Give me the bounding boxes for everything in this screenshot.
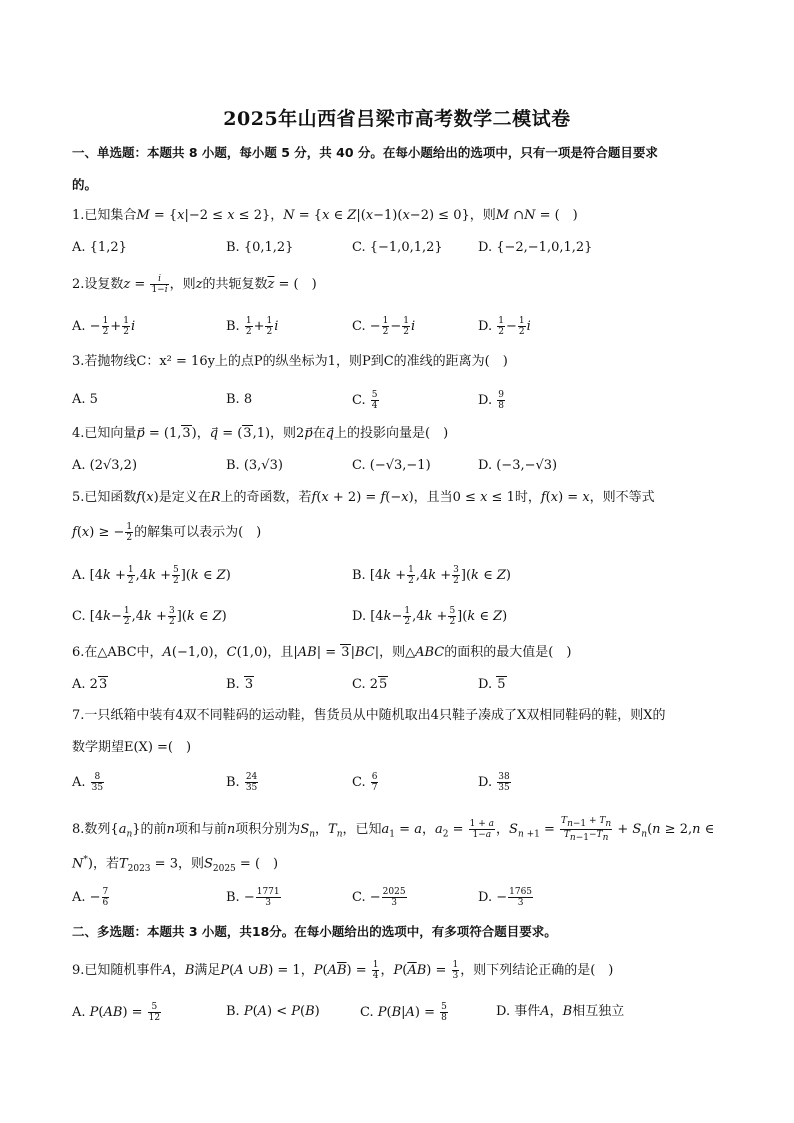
q3-option-a[interactable]: A. 5 [72, 392, 98, 407]
q7-option-a[interactable]: A. $\frac{8}{35}$ [72, 772, 104, 793]
q9-option-a[interactable]: A. P(AB) = $\frac{5}{12}$ [72, 1002, 161, 1023]
question-1: 1.已知集合M = {x|−2 ≤ x ≤ 2}，N = {x ∈ Z|(x−1)(x−2) ≤ 0}，则M ∩N = ( ) [72, 208, 578, 223]
q7-option-b[interactable]: B. $\frac{24}{35}$ [226, 772, 258, 793]
q1-option-b[interactable]: B. {0,1,2} [226, 240, 294, 255]
q6-option-c[interactable]: C. 25 [352, 677, 388, 692]
question-7-cont: 数学期望E(X) =( ) [72, 740, 192, 755]
q5-option-b[interactable]: B. [4k + $\frac{1}{2}$ ,4k + $\frac{3}{2}$ ](k ∈ Z) [352, 565, 511, 586]
q1-option-c[interactable]: C. {−1,0,1,2} [352, 240, 443, 255]
q6-option-d[interactable]: D. 5 [478, 677, 506, 692]
q3-option-b[interactable]: B. 8 [226, 392, 253, 407]
section-2-heading: 二、多选题：本题共 3 小题，共18分。在每小题给出的选项中，有多项符合题目要求。 [72, 924, 557, 939]
question-8-cont: N*)，若$T_{2023} = 3$，则$S_{2025}$ = ( ) [72, 855, 279, 874]
q9-option-b[interactable]: B. P(A) < P(B) [226, 1004, 320, 1019]
q8-option-a[interactable]: A. − $\frac{7}{6}$ [72, 887, 109, 908]
question-6: 6.在△ABC中，A(−1,0)，C(1,0)，且|AB| = 3|BC|，则△ABC的面积的最大值是( ) [72, 645, 572, 660]
q5-option-d[interactable]: D. [4k− $\frac{1}{2}$ ,4k + $\frac{5}{2}$ ](k ∈ Z) [352, 606, 508, 627]
q2-option-b[interactable]: B. $\frac{1}{2}$ + $\frac{1}{2}$ i [226, 316, 279, 337]
q4-option-b[interactable]: B. (3,√3) [226, 458, 283, 473]
q5-option-a[interactable]: A. [4k + $\frac{1}{2}$ ,4k + $\frac{5}{2}$ ](k ∈ Z) [72, 565, 231, 586]
q4-option-c[interactable]: C. (−√3,−1) [352, 458, 431, 473]
q1-option-a[interactable]: A. {1,2} [72, 240, 127, 255]
question-5-cont: f(x) ≥ − $\frac{1}{2}$ 的解集可以表示为( ) [72, 522, 262, 543]
question-3: 3.若抛物线C：x² = 16y上的点P的纵坐标为1，则P到C的准线的距离为( ) [72, 354, 508, 369]
page-title: 2025年山西省吕梁市高考数学二模试卷 [223, 108, 571, 130]
q8-option-b[interactable]: B. − $\frac{1771}{3}$ [226, 887, 280, 908]
q7-option-c[interactable]: C. $\frac{6}{7}$ [352, 772, 378, 793]
q3-option-d[interactable]: D. $\frac{9}{8}$ [478, 390, 504, 411]
question-5: 5.已知函数f(x)是定义在R上的奇函数，若f(x + 2) = f(−x)，且当0 ≤ x ≤ 1时，f(x) = x，则不等式 [72, 490, 655, 505]
question-4: 4.已知向量p⃗ = (1,3)，q⃗ = (3,1)，则2p⃗在q⃗上的投影向量是( ) [72, 426, 449, 441]
q8-option-c[interactable]: C. − $\frac{2025}{3}$ [352, 887, 406, 908]
q9-option-d[interactable]: D. 事件A，B相互独立 [496, 1004, 625, 1019]
question-7: 7.一只纸箱中装有4双不同鞋码的运动鞋，售货员从中随机取出4只鞋子凑成了X双相同鞋码的鞋，则X的 [72, 708, 666, 723]
question-2: 2.设复数z = $\frac{i}{1-i}$ ，则z的共轭复数$\overline{z}$ = ( ) [72, 274, 317, 295]
q6-option-a[interactable]: A. 23 [72, 677, 108, 692]
q4-option-a[interactable]: A. (2√3,2) [72, 458, 138, 473]
q7-option-d[interactable]: D. $\frac{38}{35}$ [478, 772, 510, 793]
q8-option-d[interactable]: D. − $\frac{1765}{3}$ [478, 887, 533, 908]
q1-option-d[interactable]: D. {−2,−1,0,1,2} [478, 240, 593, 255]
q3-option-c[interactable]: C. $\frac{5}{4}$ [352, 390, 378, 411]
question-9: 9.已知随机事件A，B满足P(A ∪B) = 1，$P(A\overline{B})$ = $\frac{1}{4}$ ，$P(\overline{A}B)$ = $\frac{1}{3}$ ，则下列结论正确的是( ) [72, 960, 614, 981]
q2-option-c[interactable]: C. − $\frac{1}{2}$ − $\frac{1}{2}$ i [352, 316, 416, 337]
q2-option-a[interactable]: A. − $\frac{1}{2}$ + $\frac{1}{2}$ i [72, 316, 136, 337]
q5-option-c[interactable]: C. [4k− $\frac{1}{2}$ ,4k + $\frac{3}{2}$ ](k ∈ Z) [72, 606, 227, 627]
question-8: 8.数列$\{a_n\}$的前n项和与前n项积分别为$S_n$，$T_n$，已知$a_1 = a$，$a_2$ = $\frac{1 + a}{1-a}$ ，$S_{n +1}$ = $\frac{T_{n-1} + T_n}{T_{n-1}-T_n}$ + $S_n(n \ge 2,n$ ∈ [72, 816, 715, 843]
section-1-heading-cont: 的。 [72, 177, 98, 192]
q2-option-d[interactable]: D. $\frac{1}{2}$ − $\frac{1}{2}$ i [478, 316, 531, 337]
q9-option-c[interactable]: C. P(B|A) = $\frac{5}{8}$ [360, 1002, 447, 1023]
q4-option-d[interactable]: D. (−3,−√3) [478, 458, 558, 473]
section-1-heading: 一、单选题：本题共 8 小题，每小题 5 分，共 40 分。在每小题给出的选项中，只有一项是符合题目要求 [72, 145, 658, 160]
q6-option-b[interactable]: B. 3 [226, 677, 254, 692]
